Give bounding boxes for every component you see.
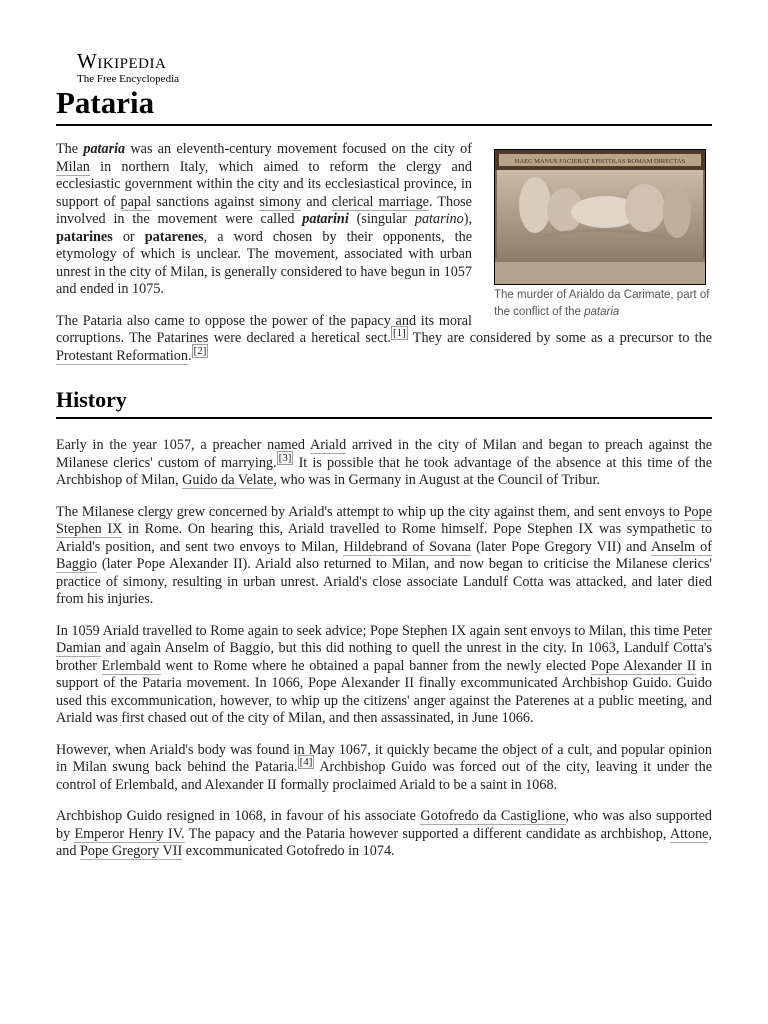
page-title: Pataria (56, 85, 155, 120)
caption-italic: pataria (584, 306, 620, 318)
relief-image[interactable] (494, 149, 706, 285)
link-hildebrand-of-sovana[interactable]: Hildebrand of Sovana (343, 538, 472, 555)
link-pope-stephen-ix[interactable]: Pope Stephen IX (56, 503, 712, 537)
reference-3[interactable]: [3] (278, 451, 292, 464)
history-paragraph-5: Archbishop Guido resigned in 1068, in favour of his associate Gotofredo da Castiglione, who was also supported by Emperor Henry IV. The papacy and the Pataria however supported a different candidate as archbishop, Attone, and Pope Gregory VII excommunicated Gotofredo in 1074. (56, 808, 713, 859)
link-gotofredo-da-castiglione[interactable]: Gotofredo da Castiglione (420, 808, 566, 824)
link-pope-gregory-vii[interactable]: Pope Gregory VII (80, 843, 183, 859)
link-anselm-of-baggio[interactable]: Anselm of Baggio (56, 538, 712, 572)
link-protestant-reformation[interactable]: Protestant Reformation (56, 347, 188, 364)
link-guido-da-velate[interactable]: Guido da Velate (182, 472, 274, 488)
history-paragraph-2: The Milanese clergy grew concerned by Ariald's attempt to whip up the city against them, and sent envoys to Pope Stephen IX in Rome. On hearing this, Ariald travelled to Rome himself. Pope Stephen IX was sympathetic to Ariald's position, and sent two envoys to Milan, Hildebrand of Sovana (later Pope Gregory VII) and Anselm of Baggio (later Pope Alexander II). Ariald also returned to Milan, and now began to criticise the Milanese clerics' practice of simony, resulting in urban unrest. Ariald's close associate Landulf Cotta was attacked, and later died from his injuries. (56, 503, 712, 607)
figure (494, 149, 712, 321)
link-emperor-henry-iv[interactable]: Emperor Henry IV. (74, 825, 185, 842)
reference-2[interactable]: [2] (193, 344, 207, 357)
link-papal[interactable]: papal (120, 193, 152, 210)
link-pope-alexander-ii[interactable]: Pope Alexander II (590, 657, 697, 674)
relief-inscription: HAEC MANUS FACIEBAT EPISTOLAS ROMAM DIRECTAS (514, 158, 686, 165)
title-divider (56, 124, 712, 126)
history-paragraph-1: Early in the year 1057, a preacher named Ariald arrived in the city of Milan and began to preach against the Milanese clerics' custom of marrying. [3] It is possible that he took advantage of the absence at this time of the Archbishop of Milan, Guido da Velate, who was in Germany in August at the Council of Tribur. (56, 437, 712, 488)
link-ariald[interactable]: Ariald (309, 437, 347, 453)
reference-1[interactable]: [1] (392, 327, 406, 340)
figure-caption: The murder of Arialdo da Carimate, part of the conflict of the pataria (494, 289, 710, 318)
link-clerical-marriage[interactable]: clerical marriage (331, 193, 429, 210)
intro-paragraph-1: The pataria was an eleventh-century movement focused on the city of Milan in northern Italy, which aimed to reform the clergy and ecclesiastic government within the city and its ecclesiastical province, in support of papal sanctions against simony and clerical marriage. Those involved in the movement were called patarini (singular patarino), patarines or patarenes, a word chosen by their opponents, the etymology of which is unclear. The movement, associated with urban unrest in the city of Milan, is generally considered to have begun in 1057 and ended in 1075. (56, 141, 473, 297)
link-peter-damian[interactable]: Peter Damian (56, 622, 712, 656)
history-paragraph-3: In 1059 Ariald travelled to Rome again to seek advice; Pope Stephen IX again sent envoys to Milan, this time Peter Damian and again Anselm of Baggio, but this did nothing to quell the unrest in the city. In 1063, Landulf Cotta's brother Erlembald went to Rome where he obtained a papal banner from the newly elected Pope Alexander II in support of the Pataria movement. In 1066, Pope Alexander II finally excommunicated Archbishop Guido. Guido used this excommunication, however, to whip up the citizens' anger against the Paterenes at a public meeting, and Ariald was first chased out of the city of Milan, and then assassinated, in June 1066. (56, 622, 712, 726)
link-milan[interactable]: Milan (56, 158, 90, 175)
section-heading-history: History (56, 387, 712, 419)
wikipedia-logo[interactable] (77, 51, 179, 85)
history-paragraph-4: However, when Ariald's body was found in May 1067, it quickly became the object of a cult, and popular opinion in Milan swung back behind the Pataria. [4] Archbishop Guido was forced out of the city, leaving it under the control of Erlembald, and Alexander II formally proclaimed Ariald to be a saint in 1068. (56, 741, 713, 793)
link-simony[interactable]: simony (259, 193, 302, 210)
reference-4[interactable]: [4] (299, 756, 313, 769)
logo-wordmark: Wikipedia (77, 49, 167, 73)
link-erlembald[interactable]: Erlembald (101, 657, 161, 674)
logo-tagline: The Free Encyclopedia (77, 73, 180, 85)
link-attone[interactable]: Attone (669, 825, 709, 842)
relief-image-drawing (495, 150, 705, 284)
intro-paragraph-2: The Pataria also came to oppose the power of the papacy and its moral corruptions. The Patarines were declared a heretical sect. [1] They are considered by some as a precursor to the Protestant Reformation. [2] (56, 312, 713, 364)
article-body (56, 141, 712, 875)
